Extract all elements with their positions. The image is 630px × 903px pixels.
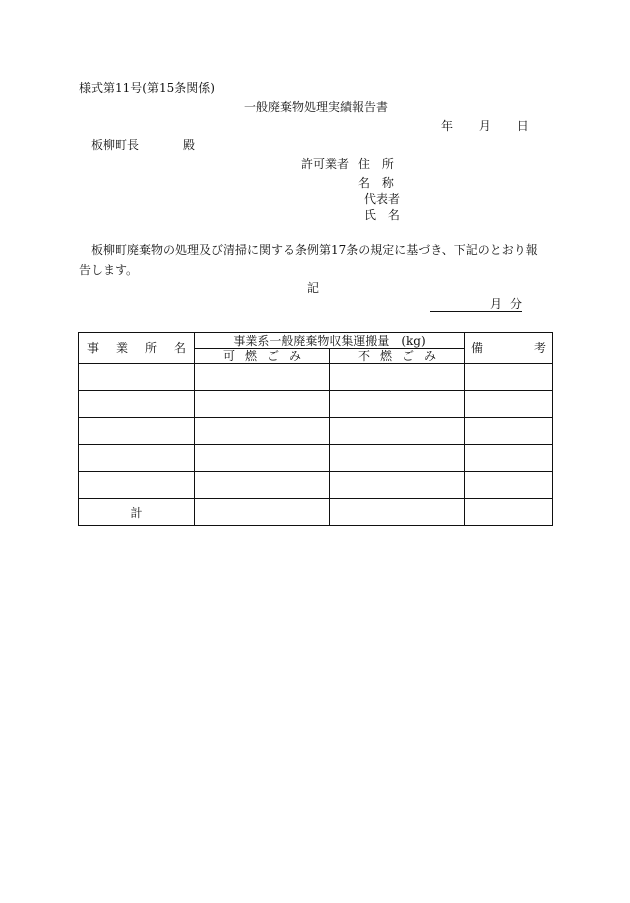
header-office-c1: 事 <box>87 341 100 355</box>
header-office <box>79 333 195 364</box>
name-label <box>358 176 394 190</box>
month-suffix: 分 <box>510 297 523 311</box>
nonburnable-cell[interactable] <box>330 364 465 391</box>
table-row <box>79 445 553 472</box>
header-nonburnable-c1: 不 <box>358 348 371 363</box>
office-cell[interactable] <box>79 472 195 499</box>
burnable-cell[interactable] <box>195 364 330 391</box>
remarks-cell[interactable] <box>465 364 553 391</box>
document-title: 一般廃棄物処理実績報告書 <box>244 100 389 114</box>
report-month <box>430 297 522 312</box>
nonburnable-cell[interactable] <box>330 418 465 445</box>
collection-table <box>78 332 553 526</box>
header-remarks-c2: 考 <box>534 341 547 355</box>
total-remarks-cell[interactable] <box>465 499 553 526</box>
addressee: 板柳町長 <box>91 138 140 152</box>
header-office-c2: 業 <box>115 341 128 355</box>
date-year-label: 年 <box>441 119 454 133</box>
date-month-label: 月 <box>478 119 491 133</box>
remarks-cell[interactable] <box>465 418 553 445</box>
address-label-2: 所 <box>381 157 394 171</box>
header-burnable-c4: み <box>288 348 301 363</box>
person-label-2: 名 <box>387 208 400 222</box>
header-office-c4: 名 <box>173 341 186 355</box>
total-label: 計 <box>79 499 195 526</box>
header-nonburnable-c4: み <box>424 348 437 363</box>
header-remarks-c1: 備 <box>471 341 484 355</box>
header-nonburnable-c3: ご <box>402 348 415 363</box>
month-label: 月 <box>490 297 503 311</box>
table-row <box>79 364 553 391</box>
burnable-cell[interactable] <box>195 391 330 418</box>
remarks-cell[interactable] <box>465 391 553 418</box>
office-cell[interactable] <box>79 418 195 445</box>
ki-heading: 記 <box>307 281 320 295</box>
person-label-1: 氏 <box>364 208 377 222</box>
person-name-label <box>364 208 400 222</box>
office-cell[interactable] <box>79 364 195 391</box>
applicant-role: 許可業者 <box>301 157 350 171</box>
header-remarks <box>465 333 553 364</box>
header-nonburnable-c2: 燃 <box>380 348 393 363</box>
address-label <box>358 157 394 171</box>
header-nonburnable <box>330 349 465 364</box>
total-row <box>79 499 553 526</box>
total-burnable-cell[interactable] <box>195 499 330 526</box>
office-cell[interactable] <box>79 445 195 472</box>
table-row <box>79 418 553 445</box>
report-statement: 板柳町廃棄物の処理及び清掃に関する条例第17条の規定に基づき、下記のとおり報告します。 <box>79 243 538 277</box>
name-label-1: 名 <box>358 176 371 190</box>
total-nonburnable-cell[interactable] <box>330 499 465 526</box>
header-office-c3: 所 <box>144 341 157 355</box>
nonburnable-cell[interactable] <box>330 472 465 499</box>
header-burnable-c1: 可 <box>223 348 236 363</box>
honorific: 殿 <box>183 138 196 152</box>
header-burnable-c2: 燃 <box>244 348 257 363</box>
nonburnable-cell[interactable] <box>330 391 465 418</box>
header-amount: 事業系一般廃棄物収集運搬量 (kg) <box>195 333 465 349</box>
representative-label: 代表者 <box>364 192 401 206</box>
form-number: 様式第11号(第15条関係) <box>79 81 215 95</box>
name-label-2: 称 <box>381 176 394 190</box>
nonburnable-cell[interactable] <box>330 445 465 472</box>
burnable-cell[interactable] <box>195 445 330 472</box>
remarks-cell[interactable] <box>465 445 553 472</box>
address-label-1: 住 <box>358 157 371 171</box>
header-burnable <box>195 349 330 364</box>
burnable-cell[interactable] <box>195 418 330 445</box>
burnable-cell[interactable] <box>195 472 330 499</box>
date-day-label: 日 <box>516 119 529 133</box>
header-burnable-c3: ご <box>266 348 279 363</box>
table-row <box>79 472 553 499</box>
table-row <box>79 391 553 418</box>
report-date <box>441 119 529 133</box>
remarks-cell[interactable] <box>465 472 553 499</box>
office-cell[interactable] <box>79 391 195 418</box>
